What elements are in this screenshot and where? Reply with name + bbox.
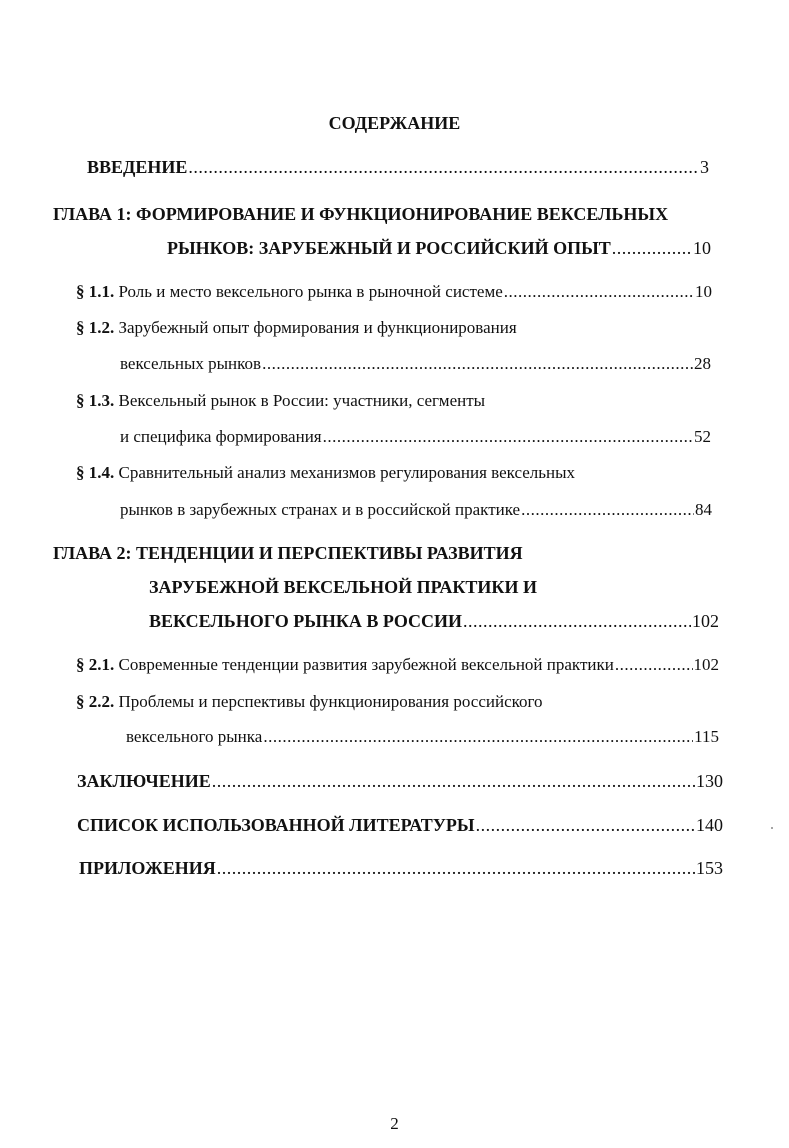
toc-leader-dots <box>463 611 691 631</box>
toc-page-number: 10 <box>693 238 711 258</box>
toc-label: Роль и место вексельного рынка в рыночной системе <box>118 282 503 301</box>
toc-label: Сравнительный анализ механизмов регулирования вексельных <box>118 463 576 482</box>
toc-label: ВЕКСЕЛЬНОГО РЫНКА В РОССИИ <box>149 611 463 631</box>
toc-page-number: 52 <box>694 427 711 446</box>
toc-label: Современные тенденции развития зарубежной вексельной практики <box>118 655 614 674</box>
toc-entry-introduction[interactable] <box>87 157 709 177</box>
toc-label: рынков в зарубежных странах и в российской практике <box>120 500 521 519</box>
toc-page-number: 115 <box>694 727 719 746</box>
section-number: § 1.1. <box>76 282 115 301</box>
chapter-1-heading: ГЛАВА 1: ФОРМИРОВАНИЕ И ФУНКЦИОНИРОВАНИЕ ВЕКСЕЛЬНЫХ <box>53 204 669 224</box>
toc-page-number: 102 <box>693 655 719 674</box>
toc-entry-chapter-1[interactable] <box>167 238 711 258</box>
toc-entry-section-1-3-line1 <box>76 391 485 411</box>
toc-entry-section-2-2-line1 <box>76 692 543 712</box>
section-number: § 1.2. <box>76 318 115 337</box>
chapter-2-heading-line1: ГЛАВА 2: ТЕНДЕНЦИИ И ПЕРСПЕКТИВЫ РАЗВИТИЯ <box>53 543 523 563</box>
toc-entry-section-1-1[interactable] <box>76 282 712 302</box>
toc-label: ЗАКЛЮЧЕНИЕ <box>77 771 211 791</box>
toc-leader-dots <box>521 500 694 520</box>
toc-label: ВВЕДЕНИЕ <box>87 157 188 177</box>
page-title: СОДЕРЖАНИЕ <box>328 113 461 133</box>
toc-leader-dots <box>323 427 693 447</box>
toc-label: СПИСОК ИСПОЛЬЗОВАННОЙ ЛИТЕРАТУРЫ <box>77 815 475 835</box>
section-number: § 2.2. <box>76 692 115 711</box>
toc-page-number: 140 <box>696 815 723 835</box>
toc-label: Зарубежный опыт формирования и функционирования <box>118 318 517 337</box>
toc-entry-references[interactable] <box>77 815 723 835</box>
toc-leader-dots <box>262 354 693 374</box>
toc-leader-dots <box>212 771 695 791</box>
toc-leader-dots <box>615 655 693 675</box>
toc-page-number: 153 <box>696 858 723 878</box>
section-number: § 1.4. <box>76 463 115 482</box>
toc-entry-section-2-2[interactable] <box>126 727 719 747</box>
toc-entry-section-1-2-line1 <box>76 318 517 338</box>
chapter-2-heading-line2: ЗАРУБЕЖНОЙ ВЕКСЕЛЬНОЙ ПРАКТИКИ И <box>149 577 537 597</box>
toc-entry-conclusion[interactable] <box>77 771 723 791</box>
toc-label: вексельного рынка <box>126 727 263 746</box>
toc-label: Проблемы и перспективы функционирования российского <box>118 692 543 711</box>
toc-page-number: 28 <box>694 354 711 373</box>
toc-entry-section-1-4[interactable] <box>120 500 712 520</box>
toc-leader-dots <box>504 282 694 302</box>
section-number: § 2.1. <box>76 655 115 674</box>
toc-label: РЫНКОВ: ЗАРУБЕЖНЫЙ И РОССИЙСКИЙ ОПЫТ <box>167 238 611 258</box>
toc-entry-section-2-1[interactable] <box>76 655 719 675</box>
toc-entry-chapter-2[interactable] <box>149 611 719 631</box>
toc-entry-appendices[interactable] <box>79 858 723 878</box>
toc-entry-section-1-2[interactable] <box>120 354 711 374</box>
scan-speck <box>771 827 773 829</box>
toc-label: ПРИЛОЖЕНИЯ <box>79 858 216 878</box>
section-number: § 1.3. <box>76 391 115 410</box>
toc-leader-dots <box>476 815 695 835</box>
page-number: 2 <box>390 1114 399 1133</box>
toc-page-number: 3 <box>700 157 709 177</box>
toc-leader-dots <box>263 727 693 747</box>
toc-entry-section-1-3[interactable] <box>120 427 711 447</box>
toc-page-number: 130 <box>696 771 723 791</box>
toc-leader-dots <box>612 238 692 258</box>
toc-entry-section-1-4-line1 <box>76 463 575 483</box>
toc-label: Вексельный рынок в России: участники, сегменты <box>118 391 486 410</box>
toc-leader-dots <box>188 157 699 177</box>
toc-page-number: 10 <box>695 282 712 301</box>
toc-page-number: 84 <box>695 500 712 519</box>
toc-page-number: 102 <box>692 611 719 631</box>
toc-label: и специфика формирования <box>120 427 322 446</box>
toc-label: вексельных рынков <box>120 354 262 373</box>
toc-leader-dots <box>217 858 695 878</box>
